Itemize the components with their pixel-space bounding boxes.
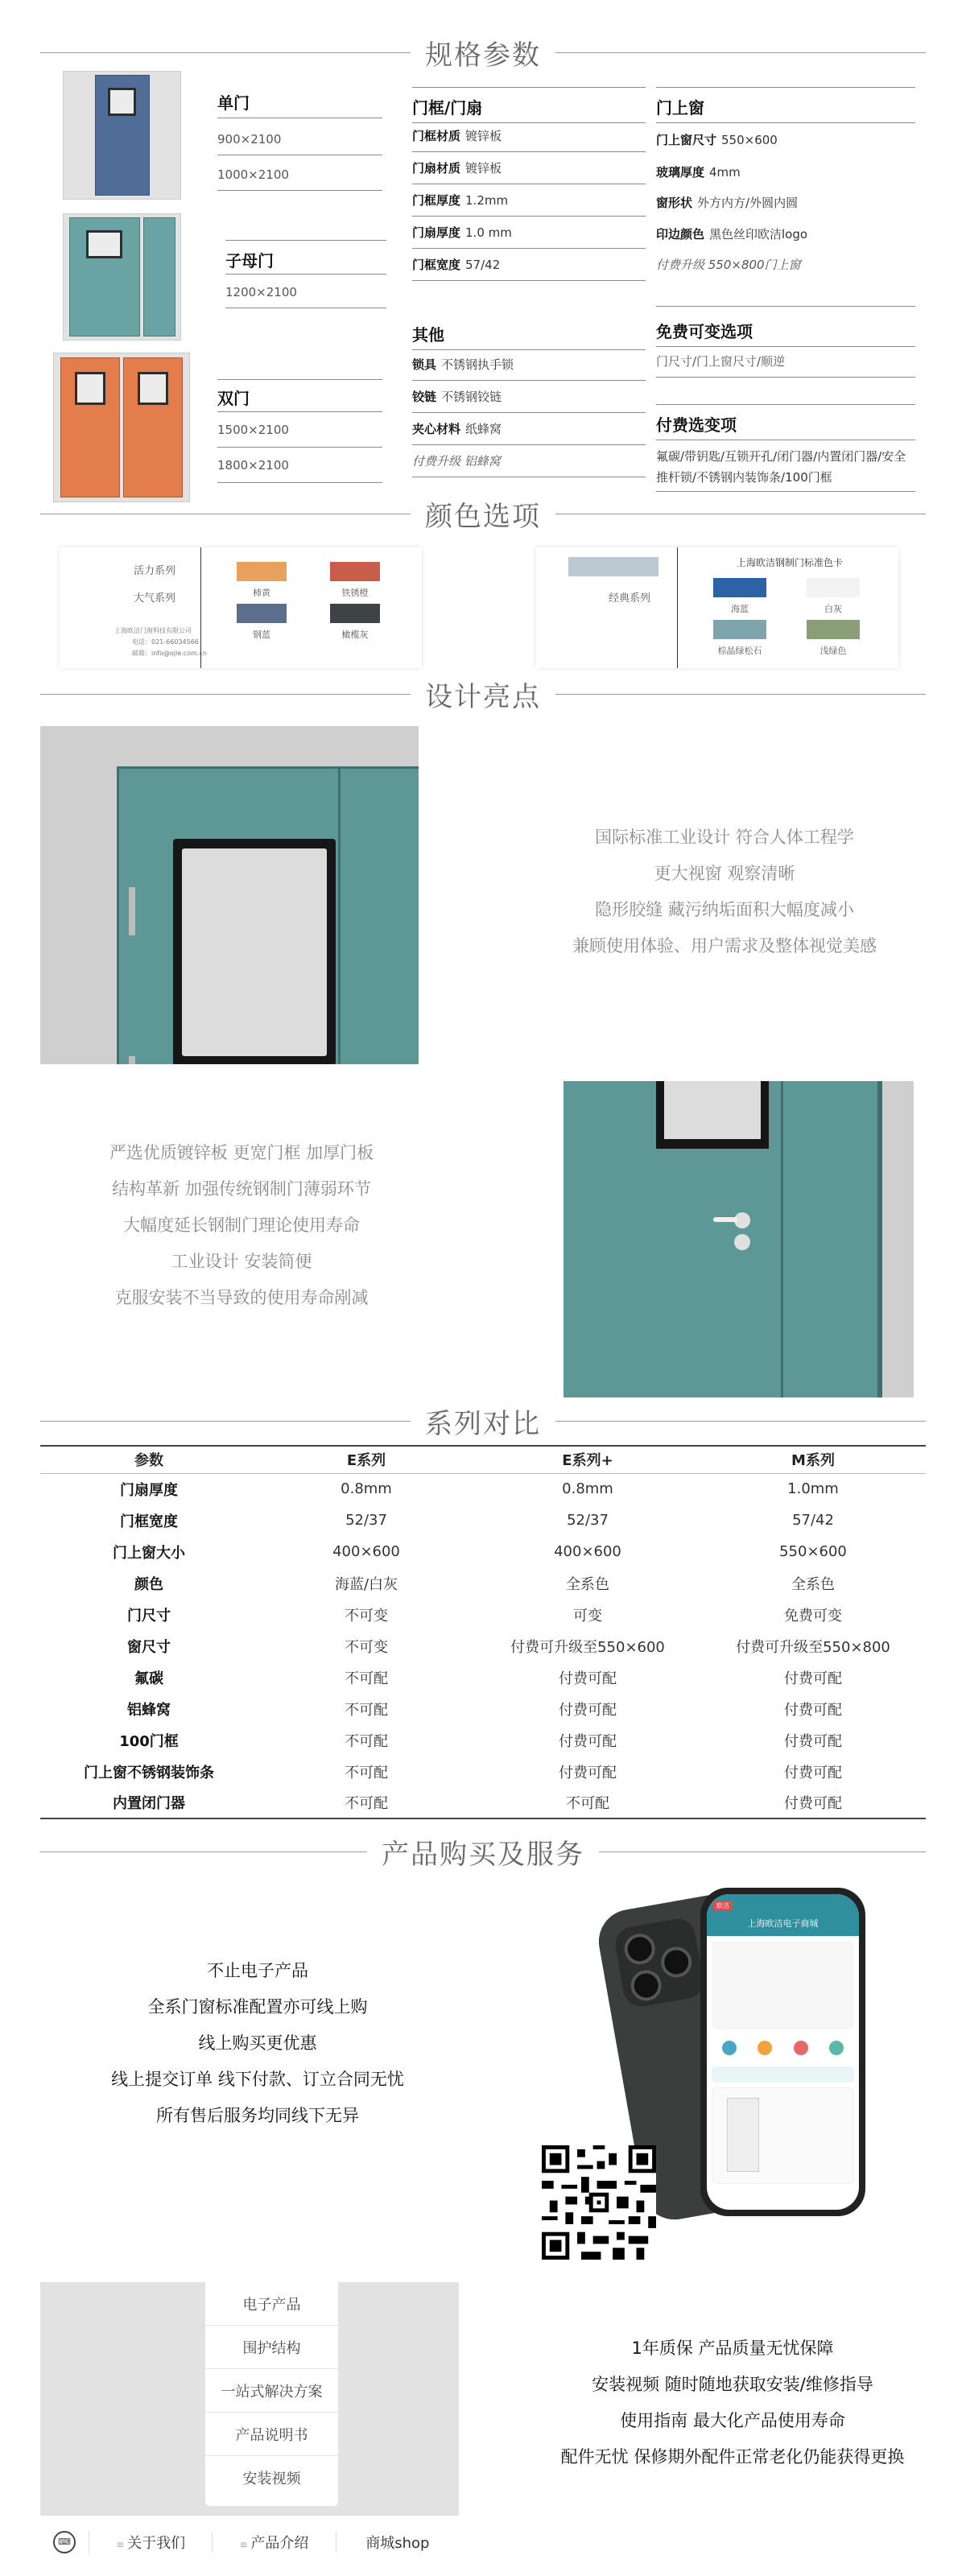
table-cell: 0.8mm xyxy=(562,1480,613,1498)
color-swatch xyxy=(330,562,380,599)
phone-screen-tag: 欧洁 xyxy=(713,1901,733,1911)
other-spec-group xyxy=(412,314,646,469)
door-handle-closeup-image xyxy=(564,1081,914,1397)
table-cell: 可变 xyxy=(573,1607,602,1624)
color-swatch xyxy=(237,604,287,641)
table-cell: 付费可配 xyxy=(559,1701,617,1719)
table-header: E系列+ xyxy=(475,1446,700,1473)
menu-item-product-manual[interactable]: 产品说明书 xyxy=(205,2413,338,2456)
design-highlights-2 xyxy=(80,1135,402,1316)
color-swatch xyxy=(807,578,860,615)
spec-key: 门上窗尺寸 xyxy=(656,133,717,147)
series-label: 活力系列 xyxy=(134,565,176,577)
nav-label: 关于我们 xyxy=(127,2534,186,2552)
color-swatch xyxy=(807,620,860,657)
spec-value: 镀锌板 xyxy=(465,161,502,175)
paid-options-text: 氟碳/带钥匙/互锁开孔/闭门器/内置闭门器/安全推杆锁/不锈钢内装饰条/100门框 xyxy=(656,449,906,485)
group-title: 门框/门扇 xyxy=(412,98,483,118)
color-swatch xyxy=(713,578,766,615)
table-cell: 付费可配 xyxy=(784,1732,842,1750)
spec-key: 铰链 xyxy=(412,390,437,404)
table-cell: 不可变 xyxy=(345,1638,388,1656)
table-cell: 全系色 xyxy=(566,1575,609,1593)
spec-key: 印边颜色 xyxy=(656,227,705,242)
table-header: 参数 xyxy=(40,1446,258,1473)
table-cell: 付费可配 xyxy=(784,1764,842,1781)
purchase-line: 线上提交订单 线下付款、订立合同无忧 xyxy=(111,2070,404,2089)
section-title-text: 系列对比 xyxy=(425,1407,541,1440)
group-title: 门上窗 xyxy=(656,98,704,118)
spec-key: 夹心材料 xyxy=(412,422,461,436)
menu-bars-icon: ≡ xyxy=(239,2538,251,2550)
phone-screen-title: 上海欧洁电子商城 xyxy=(707,1894,859,1936)
swatch-label: 橄榄灰 xyxy=(341,630,369,640)
swatch-label: 白灰 xyxy=(824,604,842,614)
table-row xyxy=(40,1473,926,1505)
table-cell-param: 内置闭门器 xyxy=(40,1787,258,1818)
group-title: 付费选变项 xyxy=(656,415,737,435)
table-row xyxy=(40,1756,926,1787)
nav-about-us[interactable] xyxy=(89,2532,212,2553)
table-row xyxy=(40,1505,926,1536)
door-size: 1800×2100 xyxy=(217,458,289,473)
classic-swatch xyxy=(568,557,658,576)
color-swatch xyxy=(713,620,766,657)
section-title-text: 规格参数 xyxy=(425,39,541,72)
spec-value: 外方内方/外圆内圆 xyxy=(697,196,799,210)
company-email: 邮箱：info@ojie.com.cn xyxy=(132,650,207,657)
double-door-image xyxy=(53,353,190,502)
table-cell: 付费可升级至550×600 xyxy=(510,1638,665,1656)
table-cell: 全系色 xyxy=(791,1575,835,1593)
spec-key: 门框宽度 xyxy=(412,258,461,272)
company-name: 上海欧洁门窗科技有限公司 xyxy=(114,627,192,634)
table-header: M系列 xyxy=(700,1446,926,1473)
free-options-text: 门尺寸/门上窗尺寸/顺逆 xyxy=(656,354,786,369)
purchase-line: 不止电子产品 xyxy=(207,1961,308,1980)
table-cell-param: 窗尺寸 xyxy=(127,1638,171,1656)
group-title: 其他 xyxy=(412,325,444,345)
door-type-name: 双门 xyxy=(217,389,250,408)
swatch-label: 钢蓝 xyxy=(253,630,270,640)
series-comparison-table xyxy=(40,1445,926,1819)
menu-item-enclosure-structure[interactable]: 围护结构 xyxy=(205,2326,338,2369)
design-line: 克服安装不当导致的使用寿命剐减 xyxy=(114,1288,369,1307)
table-cell: 52/37 xyxy=(567,1512,609,1529)
table-cell-param: 100门框 xyxy=(119,1732,179,1750)
service-line: 安装视频 随时随地获取安装/维修指导 xyxy=(592,2375,873,2394)
table-cell: 57/42 xyxy=(792,1512,834,1529)
table-cell: 不可配 xyxy=(345,1732,388,1750)
table-cell-param: 铝蜂窝 xyxy=(127,1701,171,1719)
table-cell: 免费可变 xyxy=(784,1607,842,1624)
table-cell: 400×600 xyxy=(554,1543,621,1560)
menu-item-one-stop-solution[interactable]: 一站式解决方案 xyxy=(205,2369,338,2413)
section-title-text: 产品购买及服务 xyxy=(382,1838,584,1871)
table-cell: 付费可配 xyxy=(700,1787,926,1818)
table-header: E系列 xyxy=(258,1446,475,1473)
table-cell-param: 门扇厚度 xyxy=(120,1481,178,1499)
single-door-image xyxy=(63,71,181,200)
table-row xyxy=(40,1724,926,1756)
spec-value: 黑色丝印欧洁logo xyxy=(709,227,808,242)
table-cell: 不可配 xyxy=(345,1670,388,1687)
group-title: 免费可变选项 xyxy=(656,322,753,341)
table-cell: 海蓝/白灰 xyxy=(334,1575,398,1593)
table-row xyxy=(40,1787,926,1818)
spec-value: 550×600 xyxy=(721,133,778,147)
menu-bars-icon: ≡ xyxy=(116,2538,128,2550)
door-type-mother-son xyxy=(225,242,386,299)
spec-key: 玻璃厚度 xyxy=(656,165,705,180)
swatch-label: 柿黄 xyxy=(253,588,270,598)
purchase-line: 所有售后服务均同线下无异 xyxy=(156,2106,359,2125)
table-cell-param: 门上窗大小 xyxy=(113,1544,185,1562)
swatch-label: 浅绿色 xyxy=(819,646,847,656)
upgrade-note: 付费升级 550×800门上窗 xyxy=(656,258,801,272)
table-row xyxy=(40,1567,926,1599)
table-cell: 付费可升级至550×800 xyxy=(736,1638,890,1656)
phone-front-image xyxy=(700,1888,865,2216)
door-window-closeup-image xyxy=(40,726,419,1064)
color-card-right xyxy=(536,547,898,668)
table-cell: 不可配 xyxy=(345,1701,388,1719)
table-cell: 付费可配 xyxy=(559,1732,617,1750)
table-row xyxy=(40,1536,926,1567)
design-line: 严选优质镀锌板 更宽门框 加厚门板 xyxy=(109,1143,374,1162)
design-line: 国际标准工业设计 符合人体工程学 xyxy=(595,828,854,847)
table-cell: 付费可配 xyxy=(784,1701,842,1719)
service-line: 1年质保 产品质量无忧保障 xyxy=(631,2339,834,2358)
table-cell-param: 颜色 xyxy=(134,1575,163,1593)
table-header-row xyxy=(40,1446,926,1473)
nav-product-intro[interactable] xyxy=(212,2532,335,2553)
section-title-spec xyxy=(40,36,926,72)
door-size: 1000×2100 xyxy=(217,167,289,182)
frame-spec-group xyxy=(412,87,646,272)
upgrade-note: 付费升级 铝蜂窝 xyxy=(412,454,501,469)
section-title-text: 设计亮点 xyxy=(425,680,541,713)
spec-key: 锁具 xyxy=(412,357,437,372)
section-title-color xyxy=(40,497,926,533)
color-card-left xyxy=(60,547,422,668)
section-title-text: 颜色选项 xyxy=(425,500,541,533)
purchase-line: 线上购买更优惠 xyxy=(198,2033,317,2053)
app-menu-mockup xyxy=(40,2282,459,2568)
table-cell: 不可配 xyxy=(475,1787,700,1818)
spec-value: 不锈钢执手锁 xyxy=(441,357,514,372)
service-line: 使用指南 最大化产品使用寿命 xyxy=(620,2411,845,2430)
door-type-single xyxy=(217,90,382,182)
mother-son-door-image xyxy=(63,213,181,341)
design-line: 隐形胶缝 藏污纳垢面积大幅度减小 xyxy=(595,900,854,919)
table-cell: 不可配 xyxy=(345,1764,388,1781)
door-size: 1500×2100 xyxy=(217,423,289,437)
keyboard-icon[interactable]: ⌨ xyxy=(40,2531,89,2553)
section-title-series xyxy=(40,1405,926,1440)
spec-key: 门扇材质 xyxy=(412,161,461,175)
color-swatch xyxy=(330,604,380,641)
table-cell-param: 门尺寸 xyxy=(127,1607,171,1624)
door-type-name: 子母门 xyxy=(225,251,274,270)
qr-code-image xyxy=(542,2145,656,2260)
window-spec-group xyxy=(656,87,915,272)
purchase-text xyxy=(97,1953,419,2134)
spec-value: 4mm xyxy=(709,165,741,180)
series-label: 经典系列 xyxy=(609,592,651,605)
nav-label: 产品介绍 xyxy=(250,2534,309,2552)
table-row xyxy=(40,1662,926,1693)
table-cell: 52/37 xyxy=(345,1512,387,1529)
section-title-design xyxy=(40,678,926,713)
design-line: 更大视窗 观察清晰 xyxy=(654,864,795,883)
table-row xyxy=(40,1630,926,1662)
service-text xyxy=(515,2330,950,2475)
door-size: 900×2100 xyxy=(217,132,282,147)
service-line: 配件无忧 保修期外配件正常老化仍能获得更换 xyxy=(560,2447,905,2467)
nav-shop[interactable]: 商城shop xyxy=(336,2532,459,2553)
menu-item-install-video[interactable]: 安装视频 xyxy=(242,2471,301,2487)
dropdown-menu xyxy=(205,2282,338,2506)
table-cell: 不可变 xyxy=(345,1607,388,1624)
spec-value: 57/42 xyxy=(465,258,501,272)
table-cell-param: 门框宽度 xyxy=(120,1513,178,1530)
design-line: 工业设计 安装简便 xyxy=(171,1252,312,1271)
door-size: 1200×2100 xyxy=(225,285,297,299)
table-cell: 1.0mm xyxy=(787,1480,839,1498)
spec-key: 窗形状 xyxy=(656,196,693,210)
section-title-purchase xyxy=(40,1835,926,1871)
spec-value: 纸蜂窝 xyxy=(465,422,502,436)
spec-key: 门扇厚度 xyxy=(412,225,461,240)
swatch-label: 棕晶绿松石 xyxy=(717,646,762,656)
table-cell: 550×600 xyxy=(779,1543,847,1560)
table-cell: 0.8mm xyxy=(341,1480,392,1498)
design-line: 结构革新 加强传统钢制门薄弱环节 xyxy=(112,1179,371,1199)
table-cell: 付费可配 xyxy=(559,1670,617,1687)
color-swatch xyxy=(237,562,287,599)
paid-options-group xyxy=(656,404,915,485)
menu-item-electronic-products[interactable]: 电子产品 xyxy=(205,2282,338,2326)
series-label: 大气系列 xyxy=(134,592,176,605)
company-phone: 电话：021-66034566 xyxy=(132,638,199,646)
table-cell: 付费可配 xyxy=(784,1670,842,1687)
design-highlights-1 xyxy=(499,819,950,964)
table-row xyxy=(40,1693,926,1724)
color-card-title: 上海欧洁钢制门标准色卡 xyxy=(736,557,843,568)
bottom-nav-bar xyxy=(40,2516,459,2568)
spec-key: 门框厚度 xyxy=(412,193,461,208)
swatch-label: 铁锈橙 xyxy=(341,588,369,598)
table-cell: 不可配 xyxy=(258,1787,475,1818)
free-options-group xyxy=(656,314,915,369)
door-type-double xyxy=(217,382,382,473)
design-line: 兼顾使用体验、用户需求及整体视觉美感 xyxy=(572,936,877,956)
purchase-line: 全系门窗标准配置亦可线上购 xyxy=(147,1997,368,2017)
table-row xyxy=(40,1599,926,1630)
spec-key: 门框材质 xyxy=(412,129,461,143)
table-cell-param: 氟碳 xyxy=(134,1670,163,1687)
table-cell: 400×600 xyxy=(332,1543,400,1560)
table-cell-param: 门上窗不锈钢装饰条 xyxy=(84,1764,214,1781)
design-line: 大幅度延长钢制门理论使用寿命 xyxy=(123,1216,360,1235)
spec-value: 1.0 mm xyxy=(465,225,512,240)
door-type-name: 单门 xyxy=(217,93,250,113)
swatch-label: 海蓝 xyxy=(731,604,749,614)
spec-value: 不锈钢铰链 xyxy=(441,390,502,404)
spec-value: 1.2mm xyxy=(465,193,509,208)
spec-value: 镀锌板 xyxy=(465,129,502,143)
table-cell: 付费可配 xyxy=(559,1764,617,1781)
